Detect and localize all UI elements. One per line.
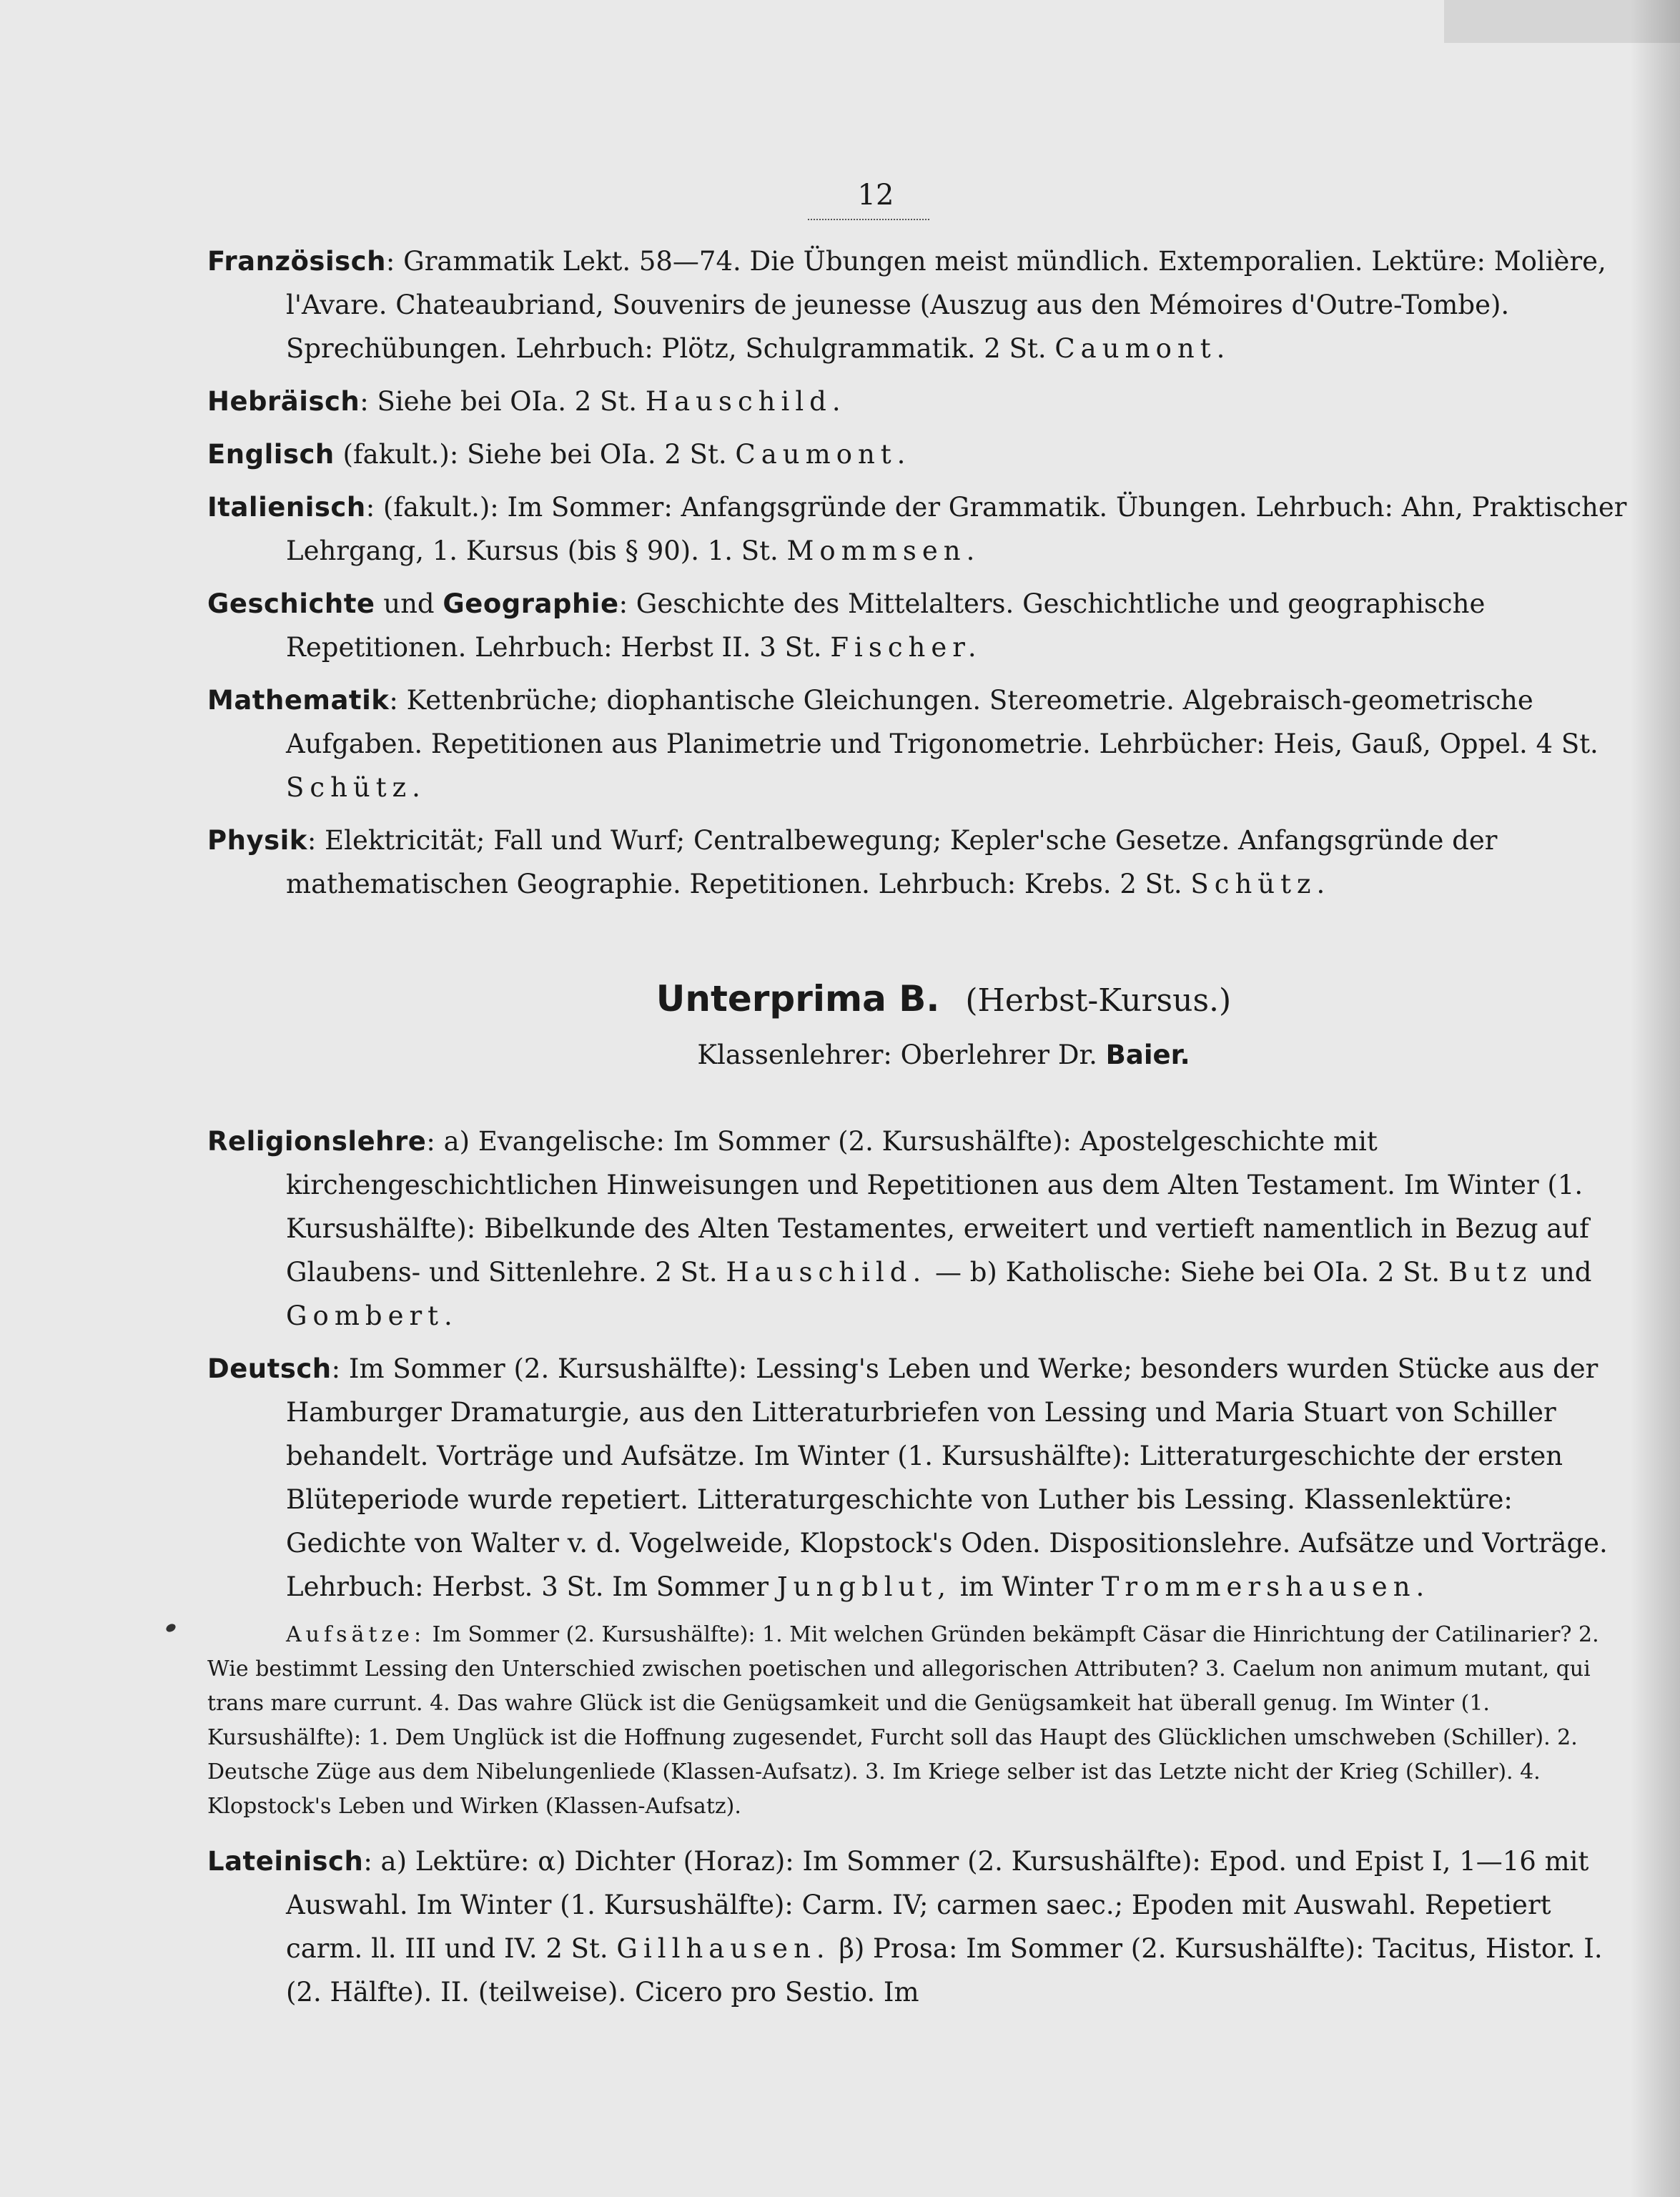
teacher-name: Caumont. — [735, 439, 911, 470]
ink-speck — [164, 1622, 177, 1634]
entry-geschichte-geographie — [207, 582, 1630, 669]
essay-topics-text: Im Sommer (2. Kursushälfte): 1. Mit welchen Gründen bekämpft Cäsar die Hinrichtung der Catilinarier? 2. Wie bestimmt Lessing den Unterschied zwischen poetischen und allegorischen Attributen? 3. Caelum non animum mutant, qui trans mare currunt. 4. Das wahre Glück ist die Genügsamkeit und die Genügsamkeit hat überall genug. Im Winter (1. Kursushälfte): 1. Dem Unglück ist die Hoffnung zugesendet, Furcht soll das Haupt des Glücklichen umschweben (Schiller). 2. Deutsche Züge aus dem Nibelungenliede (Klassen-Aufsatz). 3. Im Kriege selber ist das Letzte nicht der Krieg (Schiller). 4. Klopstock's Leben und Wirken (Klassen-Aufsatz). — [207, 1622, 1599, 1819]
page-number-rule — [808, 219, 929, 224]
entry-text: : a) Lektüre: α) Dichter (Horaz): Im Sommer (2. Kursushälfte): Epod. und Epist I, 1—16 mit Auswahl. Im Winter (1. Kursushälfte): Carm. IV; carmen saec.; Epoden mit Auswahl. Repetiert carm. ll. III und IV. 2 St. — [286, 1846, 1589, 1964]
entry-religionslehre — [207, 1120, 1630, 1338]
class-teacher-line — [207, 1033, 1630, 1077]
entry-italienisch — [207, 485, 1630, 573]
entry-text: : Siehe bei OIa. 2 St. — [360, 386, 646, 417]
section-subtitle: (Herbst-Kursus.) — [965, 982, 1232, 1019]
entry-text: (fakult.): Siehe bei OIa. 2 St. — [334, 439, 736, 470]
section-title: Unterprima B. — [656, 978, 940, 1019]
entry-text: : Grammatik Lekt. 58—74. Die Übungen meist mündlich. Extemporalien. Lektüre: Molière, l'Avare. Chateaubriand, Souvenirs de jeunesse (Auszug aus den Mémoires d'Outre-Tombe). Sprechübungen. Lehrbuch: Plötz, Schulgrammatik. 2 St. — [286, 246, 1606, 364]
teacher-name: Schütz. — [286, 772, 426, 803]
subject-heading: Physik — [207, 825, 307, 856]
entry-text: β) Prosa: Im Sommer (2. Kursushälfte): Tacitus, Histor. I. (2. Hälfte). II. (teilweise). Cicero pro Sestio. Im — [286, 1933, 1603, 2008]
entry-text: : Im Sommer (2. Kursushälfte): Lessing's Leben und Werke; besonders wurden Stücke aus der Hamburger Dramaturgie, aus den Litteraturbriefen von Lessing und Maria Stuart von Schiller behandelt. Vorträge und Aufsätze. Im Winter (1. Kursushälfte): Litteraturgeschichte der ersten Blüteperiode wurde repetiert. Litteraturgeschichte von Luther bis Lessing. Klassenlektüre: Gedichte von Walter v. d. Vogelweide, Klopstock's Oden. Dispositionslehre. Aufsätze und Vorträge. Lehrbuch: Herbst. 3 St. Im Sommer — [286, 1353, 1608, 1602]
teacher-name: Jungblut, — [776, 1571, 952, 1602]
entry-lateinisch — [207, 1840, 1630, 2014]
entry-text: und — [1532, 1257, 1592, 1288]
subject-heading: Geschichte — [207, 588, 375, 619]
entry-mathematik — [207, 678, 1630, 809]
teacher-name: Caumont. — [1054, 333, 1231, 364]
subject-heading: Lateinisch — [207, 1846, 364, 1877]
class-teacher-name: Baier. — [1105, 1040, 1190, 1070]
entry-text: im Winter — [952, 1571, 1102, 1602]
page-number: 12 — [857, 179, 894, 212]
section-heading — [207, 974, 1630, 1026]
subject-heading: Englisch — [207, 439, 335, 470]
essay-topics — [207, 1618, 1630, 1824]
entry-text: : (fakult.): Im Sommer: Anfangsgründe der Grammatik. Übungen. Lehrbuch: Ahn, Praktischer Lehrgang, 1. Kursus (bis § 90). 1. St. — [286, 492, 1627, 566]
essay-topics-label: Aufsätze: — [286, 1622, 426, 1647]
subject-heading: Religionslehre — [207, 1126, 427, 1157]
entry-text: — b) Katholische: Siehe bei OIa. 2 St. — [927, 1257, 1448, 1288]
entry-text: : Kettenbrüche; diophantische Gleichungen. Stereometrie. Algebraisch-geometrische Aufgaben. Repetitionen aus Planimetrie und Trigonometrie. Lehrbücher: Heis, Gauß, Oppel. 4 St. — [286, 685, 1599, 759]
page-edge-shadow — [1630, 0, 1680, 2197]
subject-heading-secondary: Geographie — [443, 588, 619, 619]
entry-deutsch — [207, 1347, 1630, 1609]
entry-text: : Geschichte des Mittelalters. Geschichtliche und geographische Repetitionen. Lehrbuch: Herbst II. 3 St. — [286, 588, 1486, 663]
teacher-name: Mommsen. — [786, 535, 981, 566]
teacher-name: Gillhausen. — [616, 1933, 831, 1964]
teacher-name: Trommershausen. — [1101, 1571, 1431, 1602]
teacher-name: Hauschild. — [645, 386, 846, 417]
page-content — [207, 240, 1630, 2023]
teacher-name: Hauschild. — [726, 1257, 927, 1288]
subject-heading: Hebräisch — [207, 386, 360, 417]
entry-physik — [207, 819, 1630, 906]
entry-text: : Elektricität; Fall und Wurf; Centralbewegung; Kepler'sche Gesetze. Anfangsgründe der mathematischen Geographie. Repetitionen. Lehrbuch: Krebs. 2 St. — [286, 825, 1498, 899]
teacher-name: Butz — [1448, 1257, 1533, 1288]
entry-englisch — [207, 433, 1630, 476]
subject-connector: und — [375, 588, 443, 619]
entry-franzoesisch — [207, 240, 1630, 370]
subject-heading: Deutsch — [207, 1353, 332, 1384]
teacher-name: Fischer. — [830, 632, 982, 663]
teacher-name: Schütz. — [1190, 869, 1331, 899]
subject-heading: Italienisch — [207, 492, 366, 523]
class-teacher-label: Klassenlehrer: Oberlehrer Dr. — [697, 1040, 1097, 1070]
entry-text: : a) Evangelische: Im Sommer (2. Kursushälfte): Apostelgeschichte mit kirchengeschichtlichen Hinweisungen und Repetitionen aus dem Alten Testament. Im Winter (1. Kursushälfte): Bibelkunde des Alten Testamentes, erweitert und vertieft namentlich in Bezug auf Glaubens- und Sittenlehre. 2 St. — [286, 1126, 1589, 1288]
subject-heading: Französisch — [207, 246, 386, 277]
subject-heading: Mathematik — [207, 685, 390, 716]
entry-hebraeisch — [207, 380, 1630, 423]
teacher-name: Gombert. — [286, 1300, 458, 1331]
